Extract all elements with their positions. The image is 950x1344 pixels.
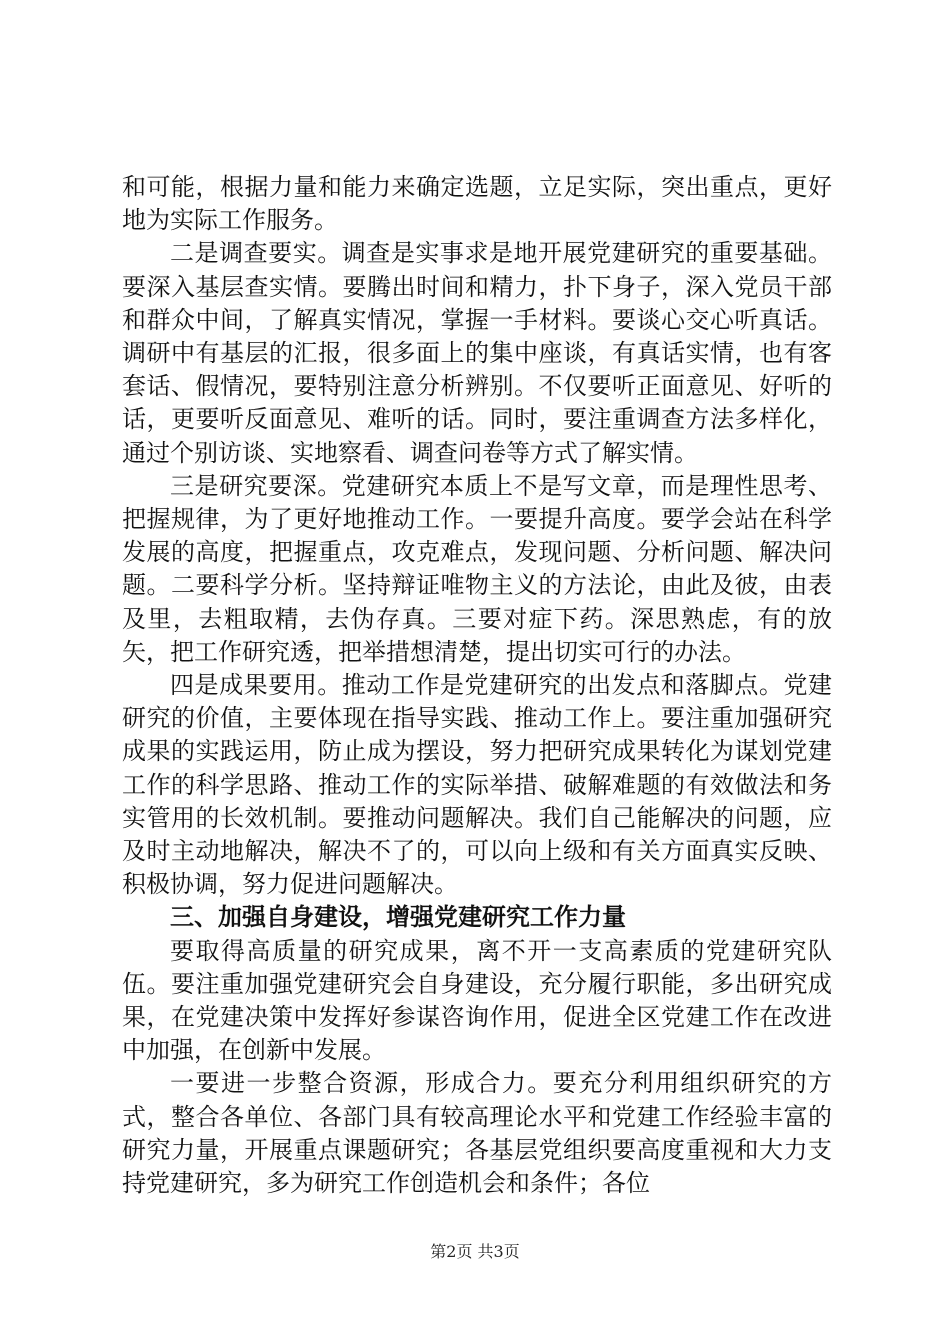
document-body bbox=[122, 171, 832, 1200]
page-number-footer: 第2页 共3页 bbox=[430, 1242, 520, 1261]
paragraph-resources: 一要进一步整合资源，形成合力。要充分利用组织研究的方式，整合各单位、各部门具有较高理论水平和党建工作经验丰富的研究力量，开展重点课题研究；各基层党组织要高度重视和大力支持党建研究，多为研究工作创造机会和条件；各位 bbox=[122, 1069, 832, 1198]
paragraph-research: 三是研究要深。党建研究本质上不是写文章，而是理性思考、把握规律，为了更好地推动工作。一要提升高度。要学会站在科学发展的高度，把握重点，攻克难点，发现问题、分析问题、解决问题。二要科学分析。坚持辩证唯物主义的方法论，由此及彼，由表及里，去粗取精，去伪存真。三要对症下药。深思熟虑，有的放矢，把工作研究透，把举措想清楚，提出切实可行的办法。 bbox=[122, 471, 832, 666]
paragraph-results: 四是成果要用。推动工作是党建研究的出发点和落脚点。党建研究的价值，主要体现在指导实践、推动工作上。要注重加强研究成果的实践运用，防止成为摆设，努力把研究成果转化为谋划党建工作的科学思路、推动工作的实际举措、破解难题的有效做法和务实管用的长效机制。要推动问题解决。我们自己能解决的问题，应及时主动地解决，解决不了的，可以向上级和有关方面真实反映、积极协调，努力促进问题解决。 bbox=[122, 671, 832, 899]
paragraph-team: 要取得高质量的研究成果，离不开一支高素质的党建研究队伍。要注重加强党建研究会自身建设，充分履行职能，多出研究成果，在党建决策中发挥好参谋咨询作用，促进全区党建工作在改进中加强，在创新中发展。 bbox=[122, 936, 832, 1065]
paragraph-continuation: 和可能，根据力量和能力来确定选题，立足实际，突出重点，更好地为实际工作服务。 bbox=[122, 173, 832, 235]
paragraph-investigation: 二是调查要实。调查是实事求是地开展党建研究的重要基础。要深入基层查实情。要腾出时间和精力，扑下身子，深入党员干部和群众中间，了解真实情况，掌握一手材料。要谈心交心听真话。调研中有基层的汇报，很多面上的集中座谈，有真话实情，也有客套话、假情况，要特别注意分析辨别。不仅要听正面意见、好听的话，更要听反面意见、难听的话。同时，要注重调查方法多样化，通过个别访谈、实地察看、调查问卷等方式了解实情。 bbox=[122, 239, 832, 467]
section-heading: 三、加强自身建设，增强党建研究工作力量 bbox=[170, 903, 626, 932]
